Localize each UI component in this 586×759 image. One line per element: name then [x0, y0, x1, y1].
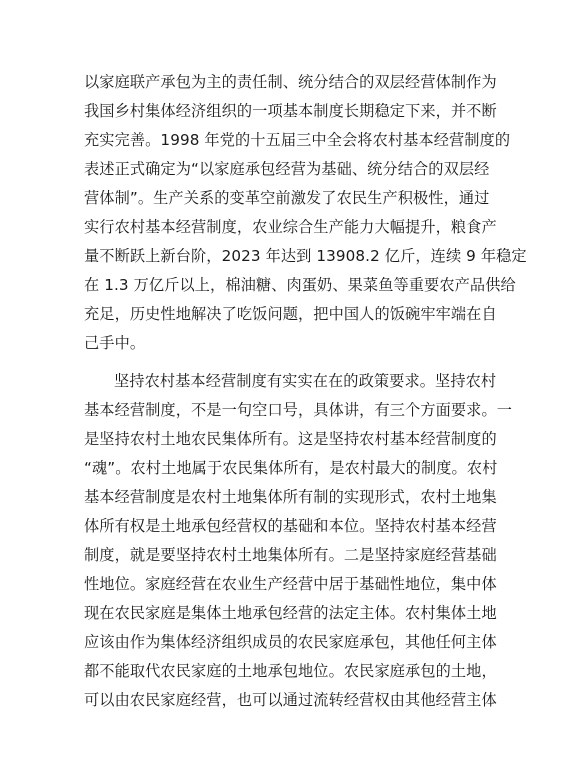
text-line: 体所有权是土地承包经营权的基础和本位。坚持农村基本经营 [84, 517, 497, 535]
text-line: 以家庭联产承包为主的责任制、统分结合的双层经营体制作为 [84, 73, 497, 91]
text-line: 充足，历史性地解决了吃饭问题，把中国人的饭碗牢牢端在自 [84, 305, 497, 323]
text-line: 现在农民家庭是集体土地承包经营的法定主体。农村集体土地 [84, 604, 497, 622]
text-line: 性地位。家庭经营在农业生产经营中居于基础性地位，集中体 [84, 575, 497, 593]
text-line: 己手中。 [84, 334, 146, 352]
text-line: 都不能取代农民家庭的土地承包地位。农民家庭承包的土地， [84, 662, 497, 680]
text-line: 坚持农村基本经营制度有实实在在的政策要求。坚持农村 [114, 372, 497, 390]
text-line: 基本经营制度是农村土地集体所有制的实现形式，农村土地集 [84, 488, 497, 506]
text-line: 可以由农民家庭经营，也可以通过流转经营权由其他经营主体 [84, 691, 497, 709]
text-line: 制度，就是要坚持农村土地集体所有。二是坚持家庭经营基础 [84, 546, 497, 564]
text-line: 在 1.3 万亿斤以上，棉油糖、肉蛋奶、果菜鱼等重要农产品供给 [84, 276, 516, 294]
text-line: 量不断跃上新台阶，2023 年达到 13908.2 亿斤，连续 9 年稳定 [84, 247, 527, 265]
text-line: 充实完善。1998 年党的十五届三中全会将农村基本经营制度的 [84, 131, 511, 149]
text-line: “魂”。农村土地属于农民集体所有，是农村最大的制度。农村 [84, 459, 498, 477]
text-line: 营体制”。生产关系的变革空前激发了农民生产积极性，通过 [84, 189, 490, 207]
text-line: 我国乡村集体经济组织的一项基本制度长期稳定下来，并不断 [84, 102, 497, 120]
text-line: 实行农村基本经营制度，农业综合生产能力大幅提升，粮食产 [84, 218, 497, 236]
text-line: 表述正式确定为“以家庭承包经营为基础、统分结合的双层经 [84, 160, 490, 178]
text-line: 是坚持农村土地农民集体所有。这是坚持农村基本经营制度的 [84, 430, 497, 448]
text-line: 应该由作为集体经济组织成员的农民家庭承包，其他任何主体 [84, 633, 497, 651]
text-line: 基本经营制度，不是一句空口号，具体讲，有三个方面要求。一 [84, 401, 513, 419]
